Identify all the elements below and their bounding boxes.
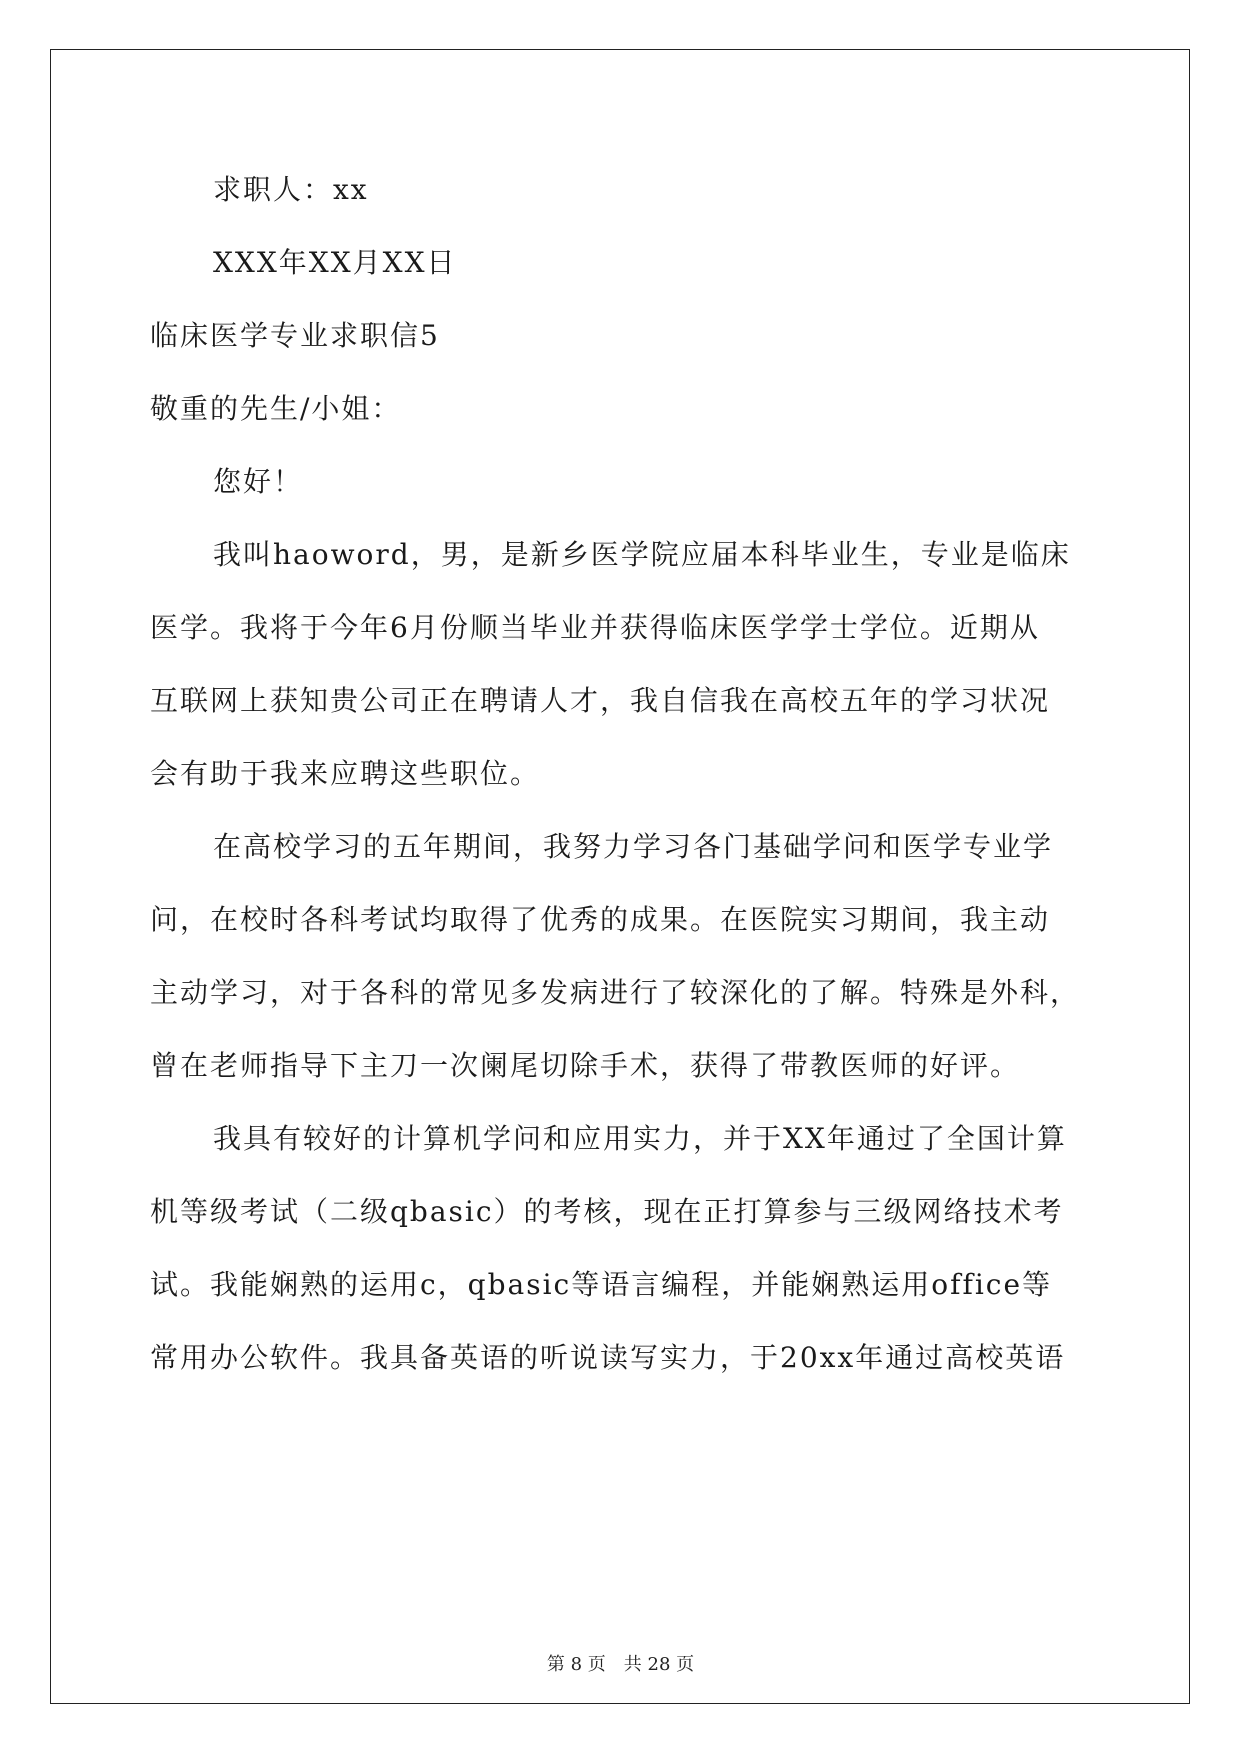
- paragraph-line: 互联网上获知贵公司正在聘请人才，我自信我在高校五年的学习状况: [150, 684, 1051, 717]
- salutation: 敬重的先生/小姐：: [150, 392, 402, 425]
- applicant-line: 求职人：xx: [213, 173, 369, 206]
- letter-title: 临床医学专业求职信5: [150, 319, 440, 352]
- paragraph-line: 试。我能娴熟的运用c，qbasic等语言编程，并能娴熟运用office等: [150, 1268, 1053, 1301]
- page-border: [50, 49, 1190, 1704]
- paragraph-line: 我叫haoword，男，是新乡医学院应届本科毕业生，专业是临床: [213, 538, 1071, 571]
- greeting: 您好！: [213, 465, 304, 498]
- paragraph-line: 曾在老师指导下主刀一次阑尾切除手术，获得了带教医师的好评。: [150, 1049, 1021, 1082]
- paragraph-line: 我具有较好的计算机学问和应用实力，并于XX年通过了全国计算: [213, 1122, 1067, 1155]
- paragraph-line: 在高校学习的五年期间，我努力学习各门基础学问和医学专业学: [213, 830, 1054, 863]
- paragraph-line: 主动学习，对于各科的常见多发病进行了较深化的了解。特殊是外科，: [150, 976, 1081, 1009]
- paragraph-line: 问，在校时各科考试均取得了优秀的成果。在医院实习期间，我主动: [150, 903, 1051, 936]
- page-number-footer: 第 8 页 共 28 页: [546, 1654, 695, 1675]
- paragraph-line: 医学。我将于今年6月份顺当毕业并获得临床医学学士学位。近期从: [150, 611, 1040, 644]
- paragraph-line: 机等级考试（二级qbasic）的考核，现在正打算参与三级网络技术考: [150, 1195, 1064, 1228]
- paragraph-line: 常用办公软件。我具备英语的听说读写实力，于20xx年通过高校英语: [150, 1341, 1066, 1374]
- date-line: XXX年XX月XX日: [213, 246, 457, 279]
- paragraph-line: 会有助于我来应聘这些职位。: [150, 757, 541, 790]
